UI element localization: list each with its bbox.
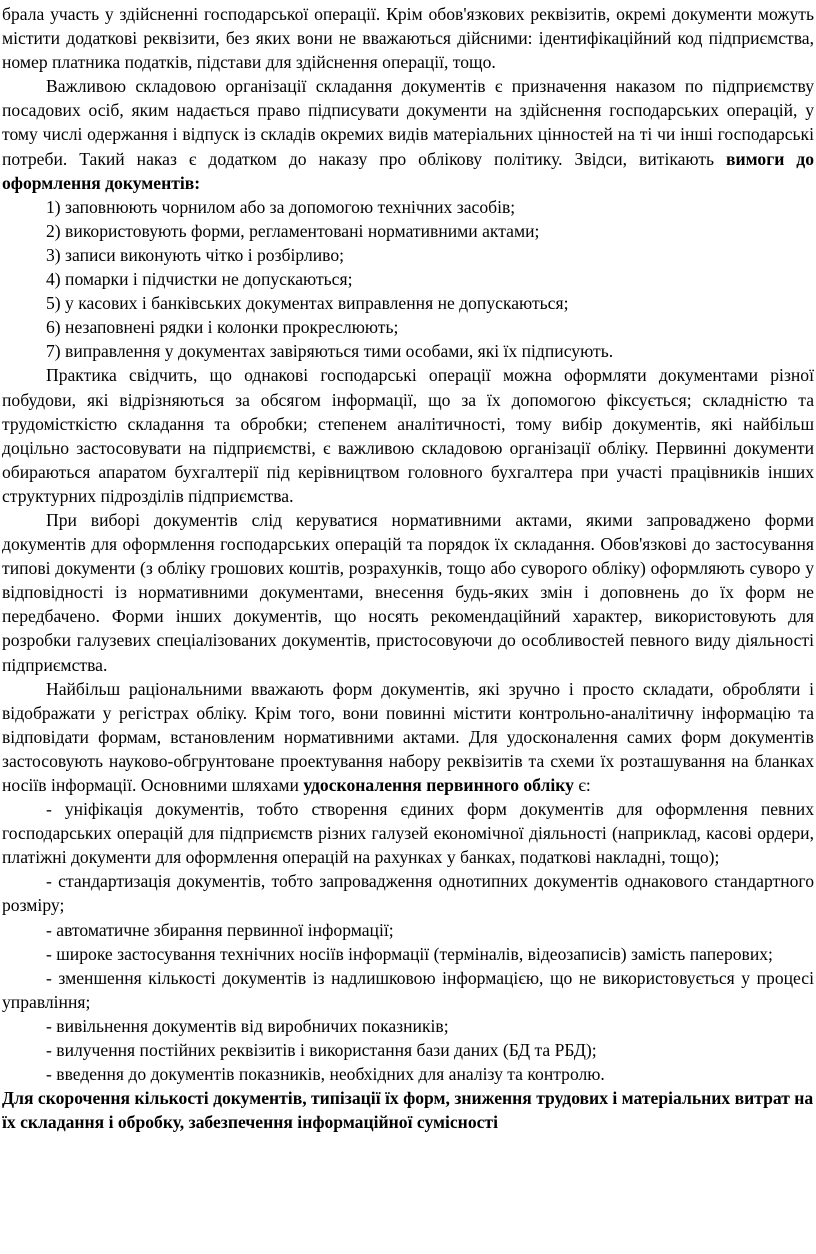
improvement-way-1: - уніфікація документів, тобто створення єдиних форм документів для оформлення певних господарських операцій для підприємств різних галузей економічної діяльності (наприклад, касові ордери, платіжні документи для оформлення операцій на рахунках у банках, податкові накладні, тощо); [2, 799, 814, 868]
paragraph-normative-acts: При виборі документів слід керуватися нормативними актами, якими запроваджено форми документів для оформлення господарських операцій та порядок їх складання. Обов'язкові до застосування типові документи (з обліку грошових коштів, розрахунків, тощо або суворого обліку) оформляють суворо у відповідності із нормативними документами, внесення будь-яких змін і доповнень до їх форм не передбачено. Форми інших документів, що носять рекомендаційний характер, використовують для розробки галузевих спеціалізованих документів, пристосовуючи до особливостей певного виду діяльності підприємства. [2, 509, 814, 675]
improvement-way-8: - введення до документів показників, необхідних для аналізу та контролю. [46, 1064, 605, 1085]
improvement-heading: удосконалення первинного обліку [303, 775, 574, 795]
improvement-way-3: - автоматичне збирання первинної інформації; [46, 919, 394, 940]
paragraph-document-reduction: Для скорочення кількості документів, типізації їх форм, зниження трудових і матеріальних витрат на їх складання і обробку, забезпечення інформаційної сумісності [2, 1088, 814, 1133]
requirement-item-5: 5) у касових і банківських документах виправлення не допускаються; [46, 293, 569, 314]
improvement-way-2: - стандартизація документів, тобто запровадження однотипних документів однакового стандартного розміру; [2, 871, 814, 916]
requirement-item-2: 2) використовують форми, регламентовані нормативними актами; [46, 220, 540, 241]
requirement-item-6: 6) незаповнені рядки і колонки прокреслюють; [46, 317, 399, 338]
paragraph-rational-forms [2, 677, 814, 797]
requirements-heading: вимоги до оформлення документів: [2, 148, 815, 193]
paragraph-appointment-text: Важливою складовою організації складання документів є призначення наказом по підприємству посадових осіб, яким надається право підписувати документи на здійснення господарських операцій, у тому числі одержання і відпуск із складів окремих видів матеріальних цінностей на ті чи інші господарські потреби. Такий наказ є додатком до наказу про облікову політику. Звідси, витікають [2, 76, 814, 169]
paragraph-continuation: брала участь у здійсненні господарської операції. Крім обов'язкових реквізитів, окремі документи можуть містити додаткові реквізити, без яких вони не вважаються дійсними: ідентифікаційний код підприємства, номер платника податків, підстави для здійснення операції, тощо. [2, 4, 814, 73]
improvement-way-4: - широке застосування технічних носіїв інформації (терміналів, відеозаписів) замість паперових; [46, 943, 773, 964]
improvement-way-5: - зменшення кількості документів із надлишковою інформацією, що не використовується у процесі управління; [2, 967, 814, 1012]
paragraph-rational-forms-tail: є: [573, 775, 591, 795]
paragraph-appointment-order [2, 74, 814, 194]
paragraph-rational-forms-text: Найбільш раціональними вважають форм документів, які зручно і просто складати, обробляти і відображати у регістрах обліку. Крім того, вони повинні містити контрольно-аналітичну інформацію та відповідати формам, встановленим нормативними актами. Для удосконалення самих форм документів застосовують науково-обгрунтоване проектування набору реквізитів та схеми їх розташування на бланках носіїв інформації. Основними шляхами [2, 678, 814, 795]
requirement-item-7: 7) виправлення у документах завіряються тими особами, які їх підписують. [46, 341, 614, 362]
requirement-item-1: 1) заповнюють чорнилом або за допомогою технічних засобів; [46, 196, 516, 217]
improvement-way-6: - вивільнення документів від виробничих показників; [46, 1015, 449, 1036]
requirement-item-3: 3) записи виконують чітко і розбірливо; [46, 244, 345, 265]
requirement-item-4: 4) помарки і підчистки не допускаються; [46, 269, 353, 290]
paragraph-practice: Практика свідчить, що однакові господарські операції можна оформляти документами різної побудови, які відрізняються за обсягом інформації, що за їх допомогою фіксується; складністю та трудомісткістю складання та обробки; степенем аналітичності, тому вибір документів, які найбільш доцільно застосовувати на підприємстві, є важливою складовою організації обліку. Первинні документи обираються апаратом бухгалтерії під керівництвом головного бухгалтера при участі працівників інших структурних підрозділів підприємства. [2, 365, 814, 506]
improvement-way-7: - вилучення постійних реквізитів і використання бази даних (БД та РБД); [46, 1040, 597, 1061]
